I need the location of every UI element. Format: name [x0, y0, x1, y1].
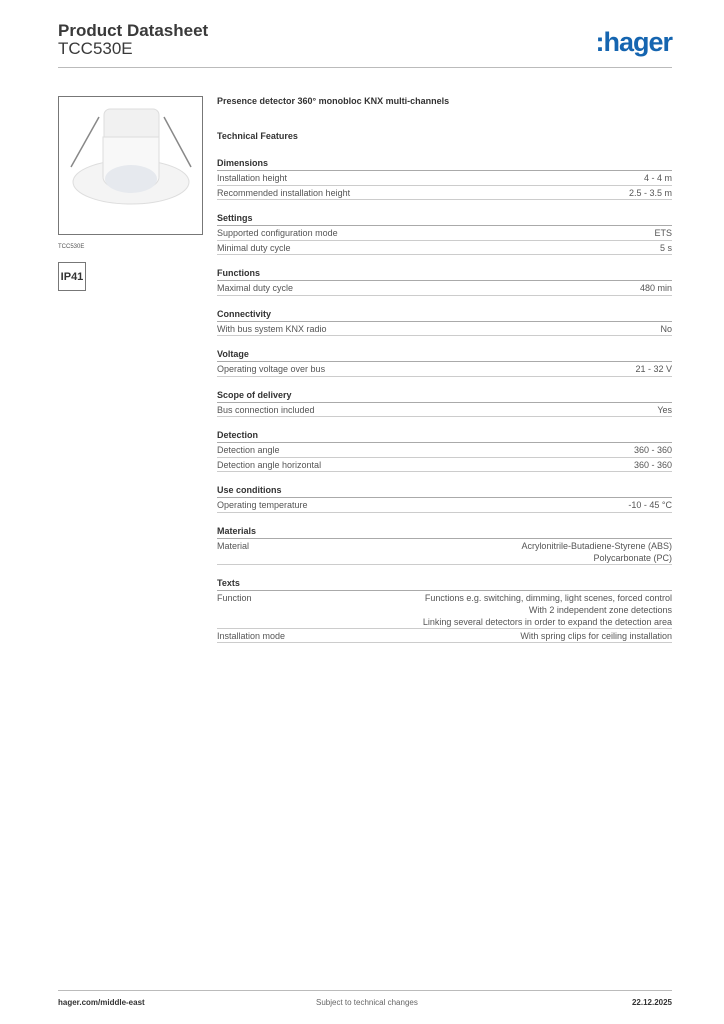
spec-label: Detection angle horizontal — [217, 459, 322, 470]
spec-section — [217, 212, 672, 255]
spec-value: ETS — [654, 228, 672, 238]
image-caption: TCC530E — [58, 244, 85, 250]
spec-value: Acrylonitrile-Butadiene-Styrene (ABS) Polycarbonate (PC) — [521, 540, 672, 563]
spec-row — [217, 226, 672, 241]
spec-value: Yes — [657, 404, 672, 415]
spec-value: 480 min — [639, 283, 672, 293]
spec-label: Minimal duty cycle — [217, 242, 291, 253]
spec-section — [217, 525, 672, 565]
spec-label: Maximal duty cycle — [217, 283, 294, 293]
spec-label: Material — [217, 540, 250, 551]
spec-section — [217, 577, 672, 644]
section-title: Materials — [217, 525, 672, 539]
spec-row — [217, 539, 672, 565]
spec-value: 21 - 32 V — [635, 364, 672, 374]
product-description: Presence detector 360° monobloc KNX multi-channels — [217, 96, 450, 106]
spec-value: 2.5 - 3.5 m — [628, 187, 672, 198]
technical-features — [217, 96, 672, 643]
section-title: Settings — [217, 212, 672, 226]
spec-row — [217, 443, 672, 458]
section-title: Dimensions — [217, 157, 672, 171]
spec-value: 4 - 4 m — [643, 173, 672, 183]
spec-section — [217, 308, 672, 337]
spec-label: With bus system KNX radio — [217, 323, 327, 334]
spec-label: Installation height — [217, 173, 288, 183]
section-title: Scope of delivery — [217, 389, 672, 403]
spec-row — [217, 241, 672, 256]
page-title: Product Datasheet — [58, 21, 209, 40]
product-image — [58, 96, 203, 235]
spec-value: No — [660, 323, 672, 334]
section-title: Detection — [217, 429, 672, 443]
spec-label: Bus connection included — [217, 404, 315, 415]
spec-row — [217, 591, 672, 629]
spec-row — [217, 629, 672, 644]
spec-row — [217, 498, 672, 513]
spec-section — [217, 157, 672, 200]
section-title: Texts — [217, 577, 672, 591]
spec-label: Recommended installation height — [217, 187, 351, 198]
spec-label: Supported configuration mode — [217, 228, 338, 238]
footer-notice: Subject to technical changes — [316, 998, 418, 1007]
divider — [58, 67, 672, 68]
footer-date: 22.12.2025 — [631, 998, 672, 1007]
spec-row — [217, 362, 672, 377]
spec-label: Function — [217, 592, 252, 603]
spec-row — [217, 281, 672, 296]
spec-row — [217, 403, 672, 418]
product-model: TCC530E — [58, 39, 133, 58]
section-title: Connectivity — [217, 308, 672, 322]
spec-label: Detection angle — [217, 445, 280, 455]
divider — [58, 990, 672, 991]
spec-row — [217, 322, 672, 337]
ip-rating-badge: IP41 — [58, 262, 86, 291]
spec-value: -10 - 45 °C — [628, 500, 672, 510]
spec-section — [217, 484, 672, 513]
spec-value: 360 - 360 — [633, 445, 672, 455]
spec-value: With spring clips for ceiling installation — [520, 630, 672, 641]
spec-section — [217, 429, 672, 472]
features-title: Technical Features — [217, 131, 298, 141]
spec-value: 360 - 360 — [633, 459, 672, 470]
spec-label: Operating temperature — [217, 500, 308, 510]
spec-row — [217, 186, 672, 201]
spec-value: 5 s — [659, 242, 672, 253]
spec-section — [217, 389, 672, 418]
hager-logo: :hager — [595, 27, 672, 57]
spec-label: Installation mode — [217, 630, 286, 641]
footer-website[interactable]: hager.com/middle-east — [58, 998, 145, 1007]
section-title: Functions — [217, 267, 672, 281]
section-title: Voltage — [217, 348, 672, 362]
spec-value: Functions e.g. switching, dimming, light scenes, forced control With 2 independent zone detections Linking several detectors in order to expand the detection area — [422, 592, 672, 627]
spec-row — [217, 171, 672, 186]
spec-section — [217, 267, 672, 296]
spec-label: Operating voltage over bus — [217, 364, 326, 374]
spec-row — [217, 458, 672, 473]
spec-section — [217, 348, 672, 377]
section-title: Use conditions — [217, 484, 672, 498]
